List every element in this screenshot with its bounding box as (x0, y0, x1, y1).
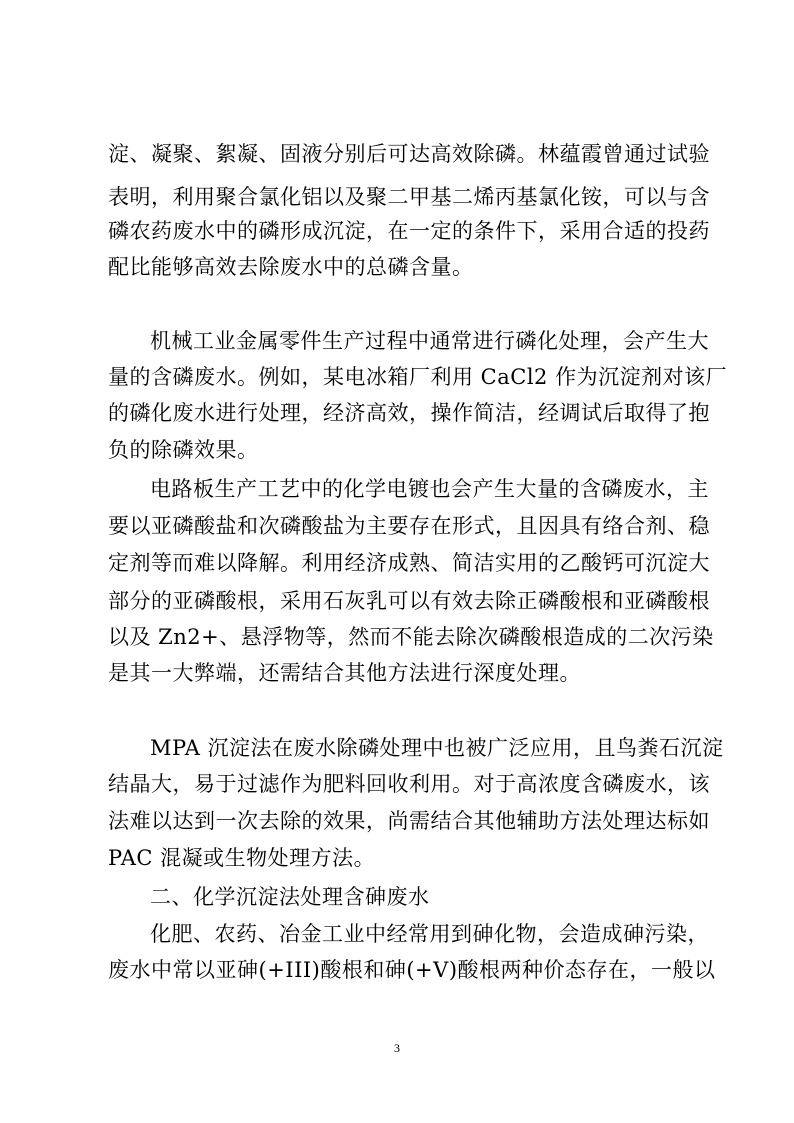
paragraph-4-line-1: MPA 沉淀法在废水除磷处理中也被广泛应用，且鸟粪石沉淀 (150, 736, 724, 760)
paragraph-5-line-2: 废水中常以亚砷(+III)酸根和砷(+V)酸根两种价态存在，一般以 (108, 958, 716, 982)
paragraph-4-line-4: PAC 混凝或生物处理方法。 (108, 846, 376, 870)
paragraph-5-line-1: 化肥、农药、冶金工业中经常用到砷化物，会造成砷污染， (150, 922, 709, 946)
paragraph-2-line-4: 负的除磷效果。 (108, 438, 259, 462)
paragraph-3-line-4: 部分的亚磷酸根，采用石灰乳可以有效去除正磷酸根和亚磷酸根 (108, 589, 710, 613)
paragraph-1-line-1: 淀、凝聚、絮凝、固液分别后可达高效除磷。林蕴霞曾通过试验 (108, 142, 710, 166)
paragraph-2-line-3: 的磷化废水进行处理，经济高效，操作简洁，经调试后取得了抱 (108, 401, 710, 425)
paragraph-4-line-2: 结晶大，易于过滤作为肥料回收利用。对于高浓度含磷废水，该 (108, 772, 710, 796)
paragraph-1-line-2: 表明，利用聚合氯化铝以及聚二甲基二烯丙基氯化铵，可以与含 (108, 185, 710, 209)
paragraph-3-line-1: 电路板生产工艺中的化学电镀也会产生大量的含磷废水，主 (150, 477, 709, 501)
paragraph-3-line-2: 要以亚磷酸盐和次磷酸盐为主要存在形式，且因具有络合剂、稳 (108, 514, 710, 538)
paragraph-1-line-4: 配比能够高效去除废水中的总磷含量。 (108, 255, 474, 279)
paragraph-2-line-1: 机械工业金属零件生产过程中通常进行磷化处理，会产生大 (150, 329, 709, 353)
page-number: 3 (394, 1041, 400, 1055)
paragraph-4-line-3: 法难以达到一次去除的效果，尚需结合其他辅助方法处理达标如 (108, 809, 710, 833)
paragraph-3-line-5: 以及 Zn2+、悬浮物等，然而不能去除次磷酸根造成的二次污染 (108, 625, 714, 649)
section-heading: 二、化学沉淀法处理含砷废水 (150, 885, 430, 909)
paragraph-3-line-6: 是其一大弊端，还需结合其他方法进行深度处理。 (108, 661, 581, 685)
paragraph-3-line-3: 定剂等而难以降解。利用经济成熟、简洁实用的乙酸钙可沉淀大 (108, 551, 710, 575)
paragraph-2-line-2: 量的含磷废水。例如，某电冰箱厂利用 CaCl2 作为沉淀剂对该厂 (108, 365, 728, 389)
paragraph-1-line-3: 磷农药废水中的磷形成沉淀，在一定的条件下，采用合适的投药 (108, 219, 710, 243)
